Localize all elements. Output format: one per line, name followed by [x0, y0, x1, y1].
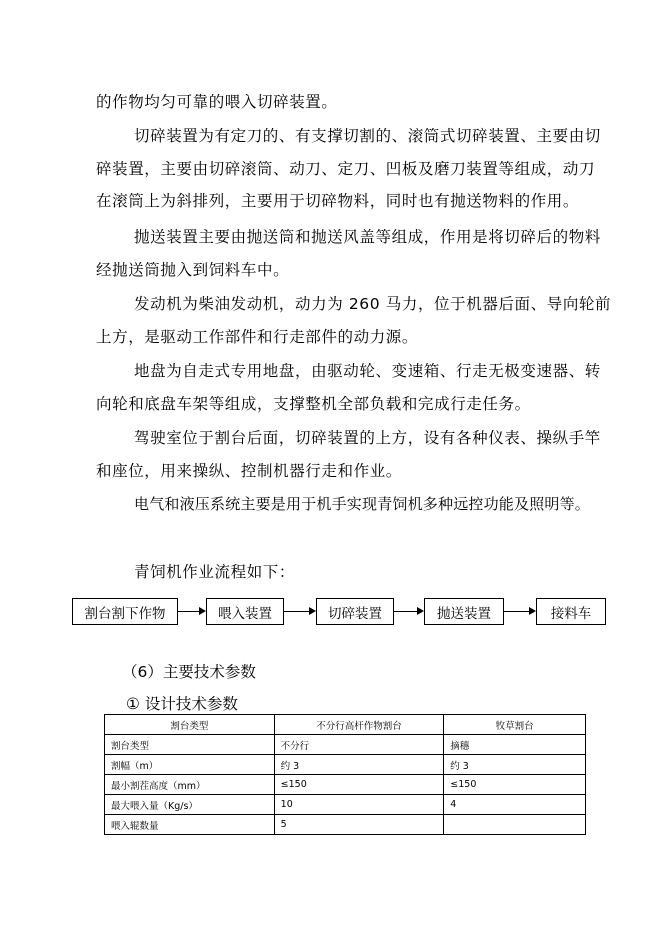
table-cell: 10 [274, 795, 444, 815]
table-cell: 喂入辊数量 [105, 815, 275, 835]
flow-arrow-3 [394, 611, 418, 612]
flow-step-throwing: 抛送装置 [424, 598, 504, 625]
table-row [105, 815, 586, 835]
paragraph-line-7: 发动机为柴油发动机，动力为 260 马力，位于机器后面、导向轮前 [134, 295, 612, 313]
table-cell: ≤150 [274, 775, 444, 795]
table-row [105, 755, 586, 775]
flow-step-feeding: 喂入装置 [206, 598, 284, 625]
table-cell: 最小割茬高度（mm） [105, 775, 275, 795]
table-header-cell: 不分行高杆作物割台 [274, 715, 444, 735]
paragraph-line-13: 电气和液压系统主要是用于机手实现青饲机多种远控功能及照明等。 [134, 495, 591, 513]
paragraph-line-1: 的作物均匀可靠的喂入切碎装置。 [96, 93, 338, 111]
paragraph-line-10: 向轮和底盘车架等组成，支撑整机全部负载和完成行走任务。 [96, 395, 531, 413]
subsection-heading: ① 设计技术参数 [126, 695, 238, 713]
paragraph-line-6: 经抛送筒抛入到饲料车中。 [96, 261, 290, 279]
table-row [105, 795, 586, 815]
paragraph-line-5: 抛送装置主要由抛送筒和抛送风盖等组成，作用是将切碎后的物料 [134, 228, 601, 246]
section-heading: （6）主要技术参数 [122, 663, 256, 681]
paragraph-line-3: 碎装置，主要由切碎滚筒、动刀、定刀、凹板及磨刀装置等组成，动刀 [96, 160, 596, 178]
flow-step-chopping: 切碎装置 [316, 598, 394, 625]
table-header-cell: 割台类型 [105, 715, 275, 735]
table-row [105, 775, 586, 795]
paragraph-line-11: 驾驶室位于割台后面，切碎装置的上方，设有各种仪表、操纵手竿 [134, 429, 601, 447]
table-cell: ≤150 [444, 775, 586, 795]
paragraph-line-12: 和座位，用来操纵、控制机器行走和作业。 [96, 462, 402, 480]
paragraph-line-2: 切碎装置为有定刀的、有支撑切割的、滚筒式切碎装置、主要由切 [134, 127, 601, 145]
flow-arrowhead-1 [199, 607, 206, 615]
flow-arrowhead-3 [417, 607, 424, 615]
table-row [105, 735, 586, 755]
flow-title: 青饲机作业流程如下： [134, 563, 296, 581]
table-cell [444, 815, 586, 835]
flow-arrow-1 [178, 611, 200, 612]
flow-step-cutting-crop: 割台割下作物 [72, 598, 178, 625]
table-cell: 割幅（m） [105, 755, 275, 775]
table-header-cell: 牧草割台 [444, 715, 586, 735]
paragraph-line-8: 上方，是驱动工作部件和行走部件的动力源。 [96, 328, 419, 346]
table-cell: 摘穗 [444, 735, 586, 755]
table-cell: 5 [274, 815, 444, 835]
table-cell: 不分行 [274, 735, 444, 755]
flow-arrowhead-2 [309, 607, 316, 615]
table-cell: 约 3 [274, 755, 444, 775]
paragraph-line-4: 在滚筒上为斜排列，主要用于切碎物料，同时也有抛送物料的作用。 [96, 192, 580, 210]
flow-arrow-2 [284, 611, 310, 612]
table-cell: 割台类型 [105, 735, 275, 755]
flow-step-receiving-truck: 接料车 [536, 598, 606, 625]
paragraph-line-9: 地盘为自走式专用地盘，由驱动轮、变速箱、行走无极变速器、转 [134, 362, 601, 380]
table-cell: 约 3 [444, 755, 586, 775]
flow-arrowhead-4 [529, 607, 536, 615]
flow-arrow-4 [504, 611, 530, 612]
technical-parameters-table [104, 714, 586, 835]
table-cell: 4 [444, 795, 586, 815]
table-cell: 最大喂入量（Kg/s） [105, 795, 275, 815]
table-header-row [105, 715, 586, 735]
